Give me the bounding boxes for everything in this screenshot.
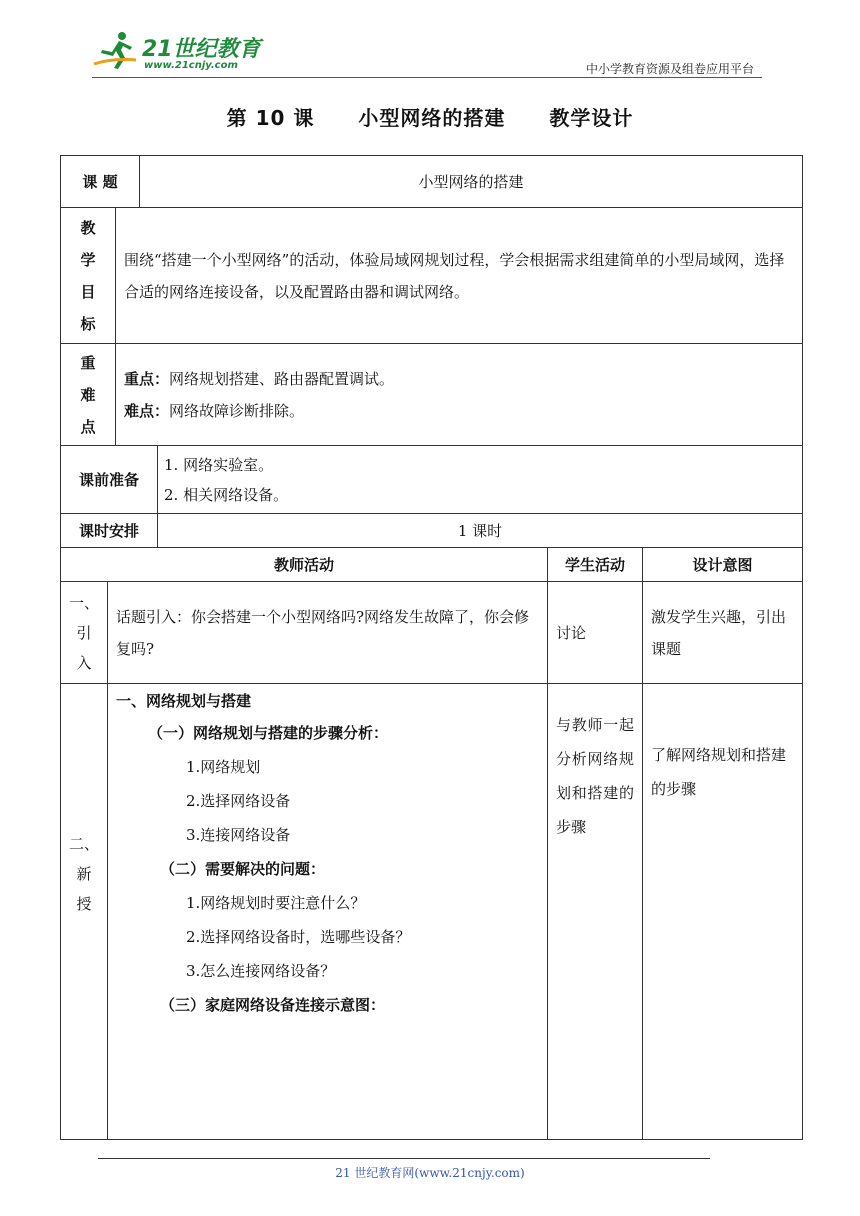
lesson-plan-table: [60, 155, 803, 1140]
site-logo: [92, 28, 262, 76]
step-item: 2.选择网络设备: [186, 792, 291, 810]
intro-label-char: 入: [76, 653, 92, 672]
goal-text: 围绕“搭建一个小型网络”的活动，体验局域网规划过程，学会根据需求组建简单的小型局域网，选择合适的网络连接设备，以及配置路由器和调试网络。: [124, 250, 785, 301]
subsection-heading: （三）家庭网络设备连接示意图：: [160, 996, 386, 1014]
prep-cell: [158, 446, 803, 514]
intro-student-text: 讨论: [556, 623, 587, 642]
question-item: 1.网络规划时要注意什么？: [186, 894, 366, 912]
keypoint-label-char: 重: [80, 353, 96, 372]
col-teacher-header: 教师活动: [61, 548, 548, 582]
time-label: 课时安排: [61, 514, 158, 548]
intro-student-cell: [548, 582, 643, 684]
lesson-topic: 小型网络的搭建: [358, 106, 506, 130]
section-heading: 一、网络规划与搭建: [116, 692, 252, 710]
subsection-heading: （二）需要解决的问题：: [160, 860, 326, 878]
goal-label-char: 目: [80, 282, 96, 301]
prep-label: 课前准备: [61, 446, 158, 514]
new-intent-cell: [643, 684, 803, 1140]
prep-item: 2. 相关网络设备。: [164, 485, 289, 504]
footer-text: 21 世纪教育网(www.21cnjy.com): [335, 1166, 525, 1180]
new-label-char: 授: [76, 895, 92, 913]
header-divider: [92, 77, 762, 78]
intro-label-char: 一、: [68, 593, 99, 612]
goal-label-char: 标: [80, 314, 96, 333]
goal-label: [61, 208, 116, 344]
key-point-text: 网络规划搭建、路由器配置调试。: [169, 369, 395, 388]
goal-label-char: 教: [80, 218, 96, 237]
keypoint-label: [61, 344, 116, 446]
goal-label-char: 学: [80, 250, 96, 269]
hard-point-text: 网络故障诊断排除。: [169, 401, 305, 420]
logo-text: 21世纪教育: [142, 37, 261, 62]
question-item: 3.怎么连接网络设备？: [186, 962, 336, 980]
document-title: [0, 102, 860, 131]
new-student-cell: [548, 684, 643, 1140]
intro-teacher-cell: [108, 582, 548, 684]
question-item: 2.选择网络设备时，选哪些设备？: [186, 928, 411, 946]
intro-intent-text: 激发学生兴趣，引出课题: [651, 607, 787, 658]
keypoint-label-char: 点: [80, 417, 96, 436]
step-item: 3.连接网络设备: [186, 826, 291, 844]
runner-logo-icon: [92, 30, 138, 72]
topic-value: 小型网络的搭建: [140, 156, 803, 208]
new-label-char: 二、: [68, 835, 99, 853]
hard-point-label: 难点：: [124, 401, 170, 420]
platform-name: 中小学教育资源及组卷应用平台: [585, 62, 754, 76]
document-type: 教学设计: [549, 106, 634, 130]
intro-intent-cell: [643, 582, 803, 684]
col-intent-header: 设计意图: [643, 548, 803, 582]
hard-point-line: [116, 395, 802, 427]
footer-divider: [98, 1158, 710, 1159]
new-student-text: 与教师一起分析网络规划和搭建的步骤: [556, 716, 634, 836]
new-label-char: 新: [76, 865, 92, 883]
intro-teacher-text: 话题引入：你会搭建一个小型网络吗?网络发生故障了，你会修复吗?: [116, 607, 530, 658]
keypoint-cell: [116, 344, 803, 446]
subsection-heading: （一）网络规划与搭建的步骤分析：: [148, 724, 389, 742]
intro-label-char: 引: [76, 623, 92, 642]
new-teacher-cell: [108, 684, 548, 1140]
goal-cell: [116, 208, 803, 344]
col-student-header: 学生活动: [548, 548, 643, 582]
lesson-number: 第 10 课: [226, 106, 315, 130]
new-label: [61, 684, 108, 1140]
page-header: [0, 0, 860, 80]
key-point-line: [116, 363, 802, 395]
step-item: 1.网络规划: [186, 758, 261, 776]
keypoint-label-char: 难: [80, 385, 96, 404]
topic-label: 课 题: [61, 156, 140, 208]
time-value: 1 课时: [158, 514, 803, 548]
key-point-label: 重点：: [124, 369, 170, 388]
logo-url: www.21cnjy.com: [144, 60, 238, 71]
intro-label: [61, 582, 108, 684]
prep-item: 1. 网络实验室。: [164, 455, 274, 474]
new-intent-text: 了解网络规划和搭建的步骤: [651, 746, 787, 798]
